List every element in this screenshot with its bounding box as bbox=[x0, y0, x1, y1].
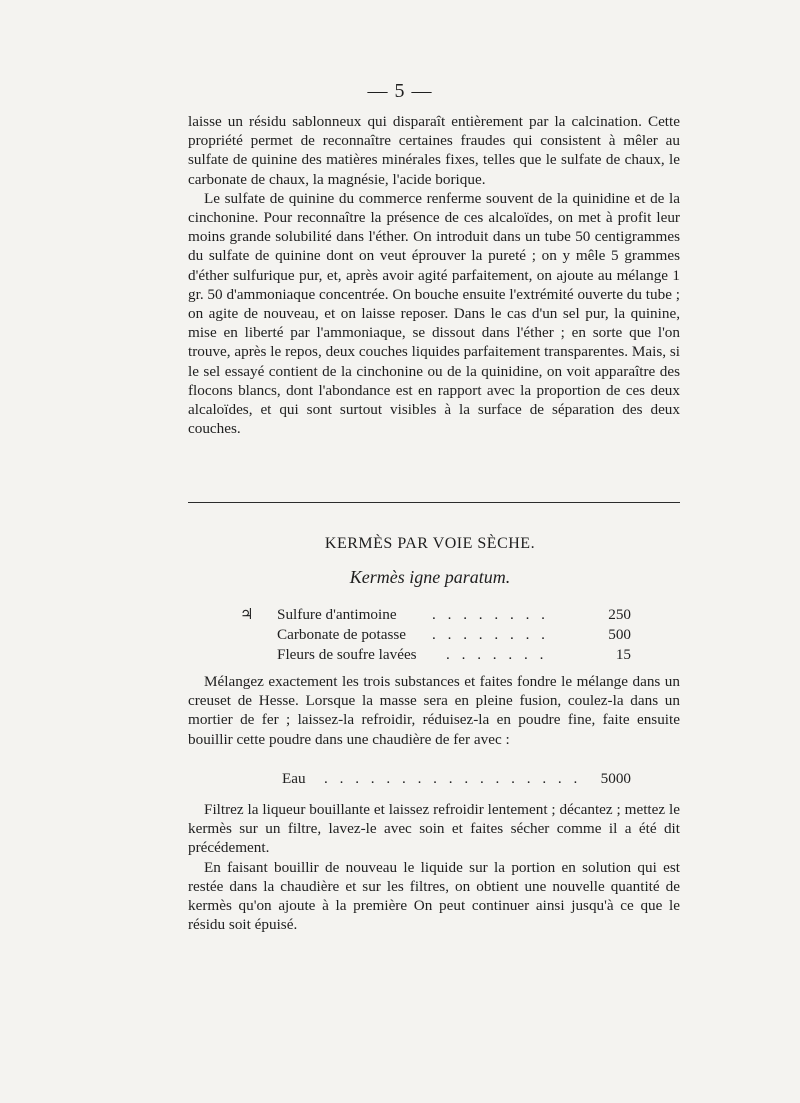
ingredient-quantity: 250 bbox=[608, 606, 631, 623]
mix-text-block bbox=[188, 672, 680, 749]
ingredient-quantity: 500 bbox=[608, 626, 631, 643]
final-text-block bbox=[188, 800, 680, 934]
leader-dots: . . . . . . . bbox=[446, 646, 548, 663]
ingredient-name: Carbonate de potasse bbox=[277, 626, 407, 643]
water-quantity: 5000 bbox=[600, 770, 631, 787]
paragraph-calcination: laisse un résidu sablonneux qui disparaît entièrement par la calcination. Cette propriété permet de reconnaître certaines fraudes qui consistent à mêler au sulfate de quinine des matières minérales fixes, telles que le sulfate de chaux, le carbonate de chaux, la magnésie, l'acide borique. bbox=[188, 113, 680, 188]
recipe-symbol: ♃ bbox=[240, 607, 254, 623]
recipe-item bbox=[246, 625, 631, 645]
paragraph-second-boil: En faisant bouillir de nouveau le liquide sur la portion en solution qui est restée dans la chaudière et sur les filtres, on obtient une nouvelle quantité de kermès qu'on ajoute à la première On peut continuer ainsi jusqu'à ce que le résidu soit épuisé. bbox=[188, 858, 680, 934]
recipe-list bbox=[240, 605, 631, 665]
leader-dots: . . . . . . . . bbox=[432, 606, 549, 623]
section-divider bbox=[188, 502, 680, 503]
section-title: KERMÈS PAR VOIE SÈCHE. bbox=[324, 535, 536, 552]
ingredient-name: Sulfure d'antimoine bbox=[277, 606, 397, 623]
paragraph-quinine-test: Le sulfate de quinine du commerce renferme souvent de la quinidine et de la cinchonine. Pour reconnaître la présence de ces alcaloïdes, on met à profit leur moins grande solubilité dans l'éther. On introduit dans un tube 50 centigrammes du sulfate de quinine dont on veut éprouver la pureté ; on y mêle 5 grammes d'éther sulfurique pur, et, après avoir agité parfaitement, on ajoute au mélange 1 gr. 50 d'ammoniaque concentrée. On bouche ensuite l'extrémité ouverte du tube ; on agite de nouveau, et on laisse reposer. Dans le cas d'un sel pur, la quinine, mise en liberté par l'ammoniaque, se dissout dans l'éther ; en sorte que l'on trouve, après le repos, deux couches liquides parfaitement transparentes. Mais, si le sel essayé contient de la cinchonine ou de la quinidine, on voit apparaître des flocons blancs, dont l'abondance est en rapport avec la proportion de ces deux alcaloïdes, et qui sont surtout visibles à la surface de séparation des deux couches. bbox=[188, 189, 680, 438]
water-name: Eau bbox=[282, 770, 306, 787]
leader-dots: . . . . . . . . bbox=[432, 626, 549, 643]
paragraph-mix: Mélangez exactement les trois substances et faites fondre le mélange dans un creuset de Hesse. Lorsque la masse sera en pleine fusion, coulez-la dans un mortier de fer ; laissez-la refroidir, réduisez-la en poudre fine, faite ensuite bouillir cette poudre dans une chaudière de fer avec : bbox=[188, 673, 680, 748]
recipe-item bbox=[246, 645, 631, 665]
recipe-item bbox=[240, 605, 631, 625]
section-subtitle: Kermès igne paratum. bbox=[349, 567, 511, 587]
water-line bbox=[282, 770, 631, 790]
ingredient-quantity: 15 bbox=[615, 646, 631, 663]
page-number: — 5 — bbox=[367, 80, 433, 102]
ingredient-name: Fleurs de soufre lavées bbox=[277, 646, 417, 663]
intro-text-block bbox=[188, 112, 680, 438]
paragraph-filter: Filtrez la liqueur bouillante et laissez refroidir lentement ; décantez ; mettez le kermès sur un filtre, lavez-le avec soin et faites sécher comme il a été dit précédement. bbox=[188, 801, 680, 857]
leader-dots: . . . . . . . . . . . . . . . . . bbox=[324, 770, 582, 787]
